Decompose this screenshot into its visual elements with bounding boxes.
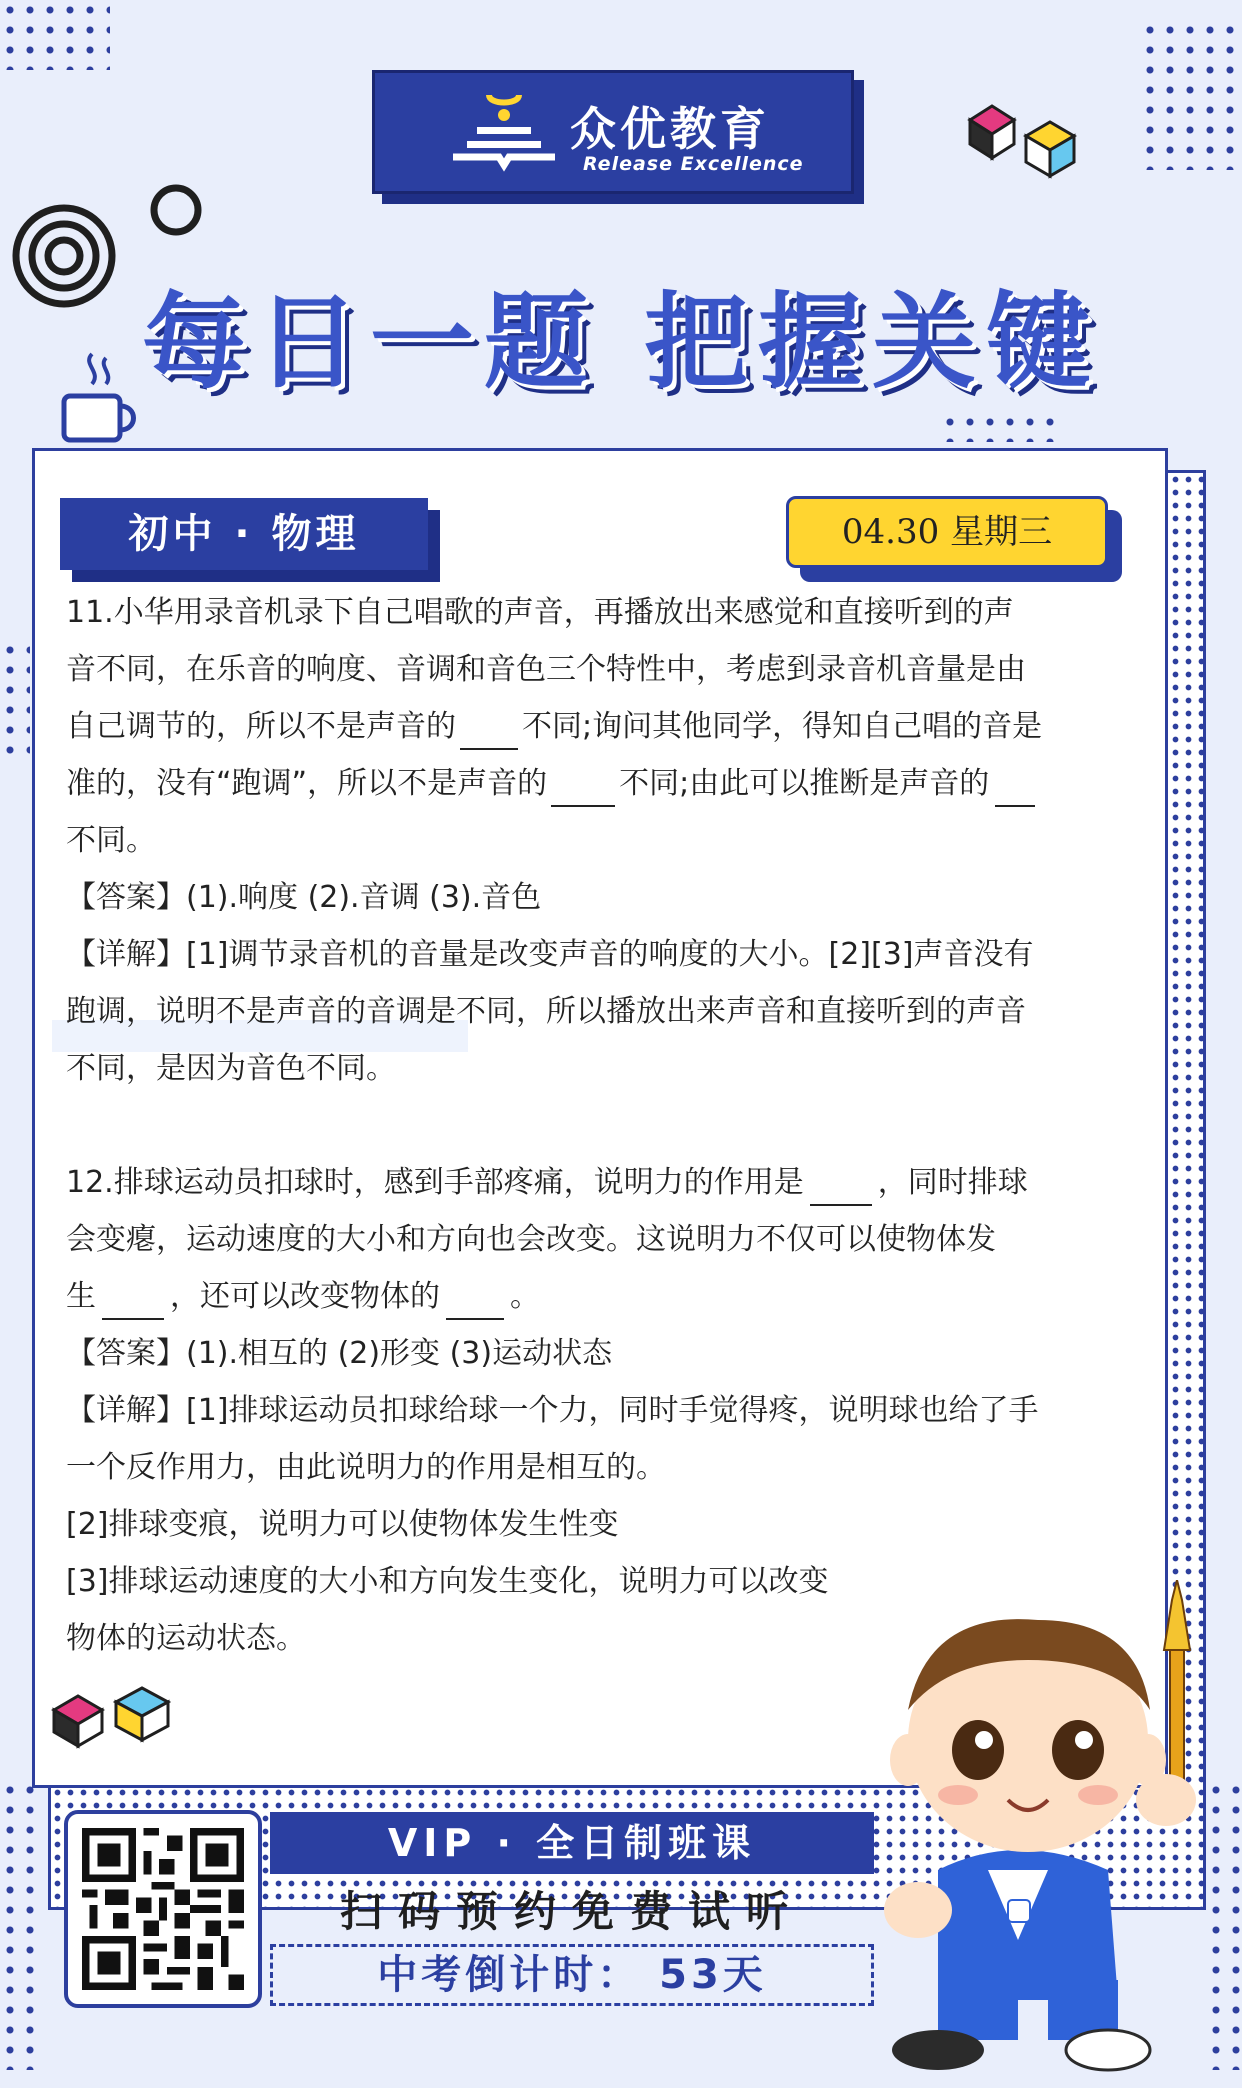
q11-detail: 跑调，说明不是声音的音调是不同，所以播放出来声音和直接听到的声音 <box>66 994 1026 1029</box>
scan-text: 扫码预约免费试听 <box>339 1887 804 1936</box>
q11-line: 准的，没有“跑调”，所以不是声音的 不同;由此可以推断是声音的 <box>66 755 1126 812</box>
q11-detail: 不同，是因为音色不同。 <box>66 1051 396 1086</box>
q12-line: 会变瘪，运动速度的大小和方向也会改变。这说明力不仅可以使物体发 <box>66 1222 996 1257</box>
dot-pattern-top-left <box>0 0 110 70</box>
q11-detail: 【详解】[1]调节录音机的音量是改变声音的响度的大小。[2][3]声音没有 <box>66 937 1034 972</box>
q12-line: 12.排球运动员扣球时，感到手部疼痛，说明力的作用是 ，同时排球 <box>66 1154 1126 1211</box>
answer-blank <box>995 767 1035 807</box>
answer-blank <box>446 1280 504 1320</box>
cubes-icon <box>50 1680 180 1750</box>
answer-blank <box>102 1280 164 1320</box>
brand-name-cn: 众优教育 <box>570 102 770 156</box>
logo-mark-icon <box>449 91 559 177</box>
brand-logo <box>372 70 854 194</box>
mascot-illustration <box>868 1580 1208 2080</box>
dot-pattern-under-title <box>940 412 1060 442</box>
headline: 每日一题 把握关键 <box>141 281 1101 403</box>
dot-pattern-bottom-left <box>0 1780 40 2070</box>
subject-tag: 初中 · 物理 <box>60 498 428 570</box>
q12-detail: [2]排球变痕，说明力可以使物体发生性变 <box>66 1507 619 1542</box>
cubes-icon <box>966 96 1086 186</box>
q11-answer: 【答案】(1).响度 (2).音调 (3).音色 <box>66 880 542 915</box>
q12-answer: 【答案】(1).相互的 (2)形变 (3)运动状态 <box>66 1336 613 1371</box>
answer-blank <box>460 710 518 750</box>
question-body <box>66 584 1126 1667</box>
q12-line: 生 ，还可以改变物体的 。 <box>66 1268 1126 1325</box>
vip-banner: VIP · 全日制班课 <box>270 1812 874 1874</box>
exam-countdown: 中考倒计时： 53天 <box>270 1944 874 2006</box>
q11-line: 自己调节的，所以不是声音的 不同;询问其他同学，得知自己唱的音是 <box>66 698 1126 755</box>
q12-detail: 物体的运动状态。 <box>66 1621 306 1656</box>
answer-blank <box>551 767 615 807</box>
answer-blank <box>810 1166 872 1206</box>
q12-detail: 【详解】[1]排球运动员扣球给球一个力，同时手觉得疼，说明球也给了手 <box>66 1393 1039 1428</box>
qr-code[interactable] <box>64 1810 262 2008</box>
brand-name-en: Release Excellence <box>583 153 804 175</box>
q11-line: 11.小华用录音机录下自己唱歌的声音，再播放出来感觉和直接听到的声 <box>66 595 1014 630</box>
dot-pattern-left-mid <box>0 640 30 760</box>
q11-line: 不同。 <box>66 823 156 858</box>
dot-pattern-bottom-right <box>1206 1780 1242 2070</box>
qr-code-icon <box>82 1828 244 1990</box>
q12-detail: 一个反作用力，由此说明力的作用是相互的。 <box>66 1450 666 1485</box>
q11-line: 音不同，在乐音的响度、音调和音色三个特性中，考虑到录音机音量是由 <box>66 652 1026 687</box>
q12-detail: [3]排球运动速度的大小和方向发生变化，说明力可以改变 <box>66 1564 829 1599</box>
dot-pattern-top-right <box>1140 20 1240 170</box>
date-badge: 04.30 星期三 <box>786 496 1108 568</box>
